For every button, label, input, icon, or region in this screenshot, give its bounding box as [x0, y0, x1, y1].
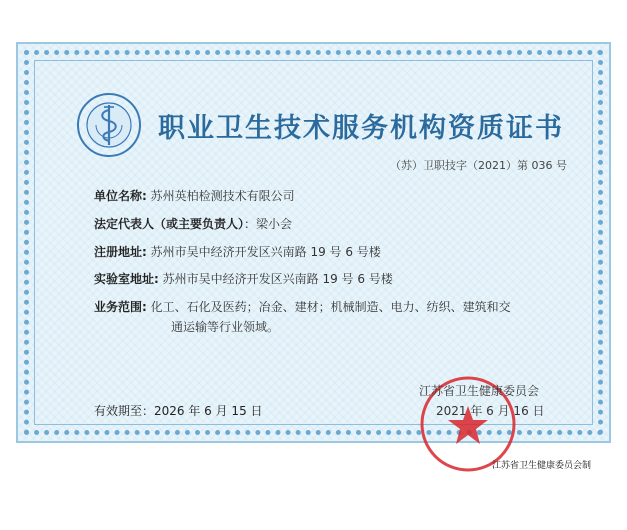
field-lab-address	[94, 270, 393, 287]
unit-name-value: 苏州英柏检测技术有限公司	[150, 189, 295, 203]
issue-date: 2021 年 6 月 16 日	[436, 404, 545, 418]
lab-address-label: 实验室地址:	[94, 272, 159, 286]
certificate-title: 职业卫生技术服务机构资质证书	[158, 113, 564, 144]
reg-address-label: 注册地址:	[94, 245, 147, 259]
certificate	[16, 42, 611, 443]
health-commission-emblem-icon	[76, 92, 142, 158]
legal-rep-value: 梁小会	[256, 217, 293, 231]
valid-until: 有效期至：2026 年 6 月 15 日	[94, 404, 263, 418]
field-legal-representative	[94, 215, 292, 232]
legal-rep-separator: ：	[244, 217, 257, 231]
scope-line-2: 通运输等行业领域。	[171, 320, 280, 334]
field-registered-address	[94, 243, 381, 260]
reg-address-value: 苏州市吴中经济开发区兴南路 19 号 6 号楼	[150, 245, 381, 259]
field-business-scope	[94, 298, 511, 315]
unit-name-label: 单位名称:	[94, 189, 147, 203]
field-unit-name	[94, 187, 295, 204]
certificate-number: （苏）卫职技字（2021）第 036 号	[390, 159, 567, 172]
legal-rep-label: 法定代表人（或主要负责人）	[94, 217, 245, 231]
issuing-authority: 江苏省卫生健康委员会	[419, 384, 540, 398]
footer-caption: 江苏省卫生健康委员会制	[492, 461, 592, 471]
lab-address-value: 苏州市吴中经济开发区兴南路 19 号 6 号楼	[162, 272, 393, 286]
scope-line-1: 化工、石化及医药；冶金、建材；机械制造、电力、纺织、建筑和交	[150, 300, 511, 314]
scope-label: 业务范围:	[94, 300, 147, 314]
